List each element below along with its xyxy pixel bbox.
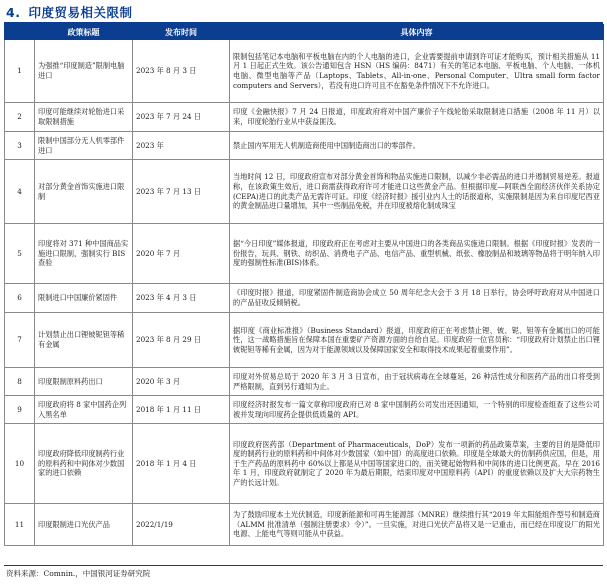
row-date: 2020 年 7 月	[133, 224, 230, 284]
row-number: 3	[5, 132, 35, 160]
row-content: 印度政府医药部（Department of Pharmaceuticals，DoP）发布一项新的药品政策草案，主要的目的是降低印度的制药行业的原料药和中间体对少数国家（如中国）的高度进口依赖。印度是全球最大的仿制药供应国，但是，用于生产药品的原料药中 60%以上都是从中国等国家进口的，而关键起始物料和中间体的进口比例更高。早在 2016 年 1 月，印度政府就制定了 2020 年为最后期限，结束印度对中国原料药（API）的重度依赖以及扩大大宗药物生产的长远计划。	[230, 424, 604, 504]
row-date: 2018 年 1 月 4 日	[133, 424, 230, 504]
row-number: 5	[5, 224, 35, 284]
row-topic: 印度限制原料药出口	[35, 368, 133, 396]
row-topic: 印度政府降低印度制药行业的原料药和中间体对少数国家的进口依赖	[35, 424, 133, 504]
row-number: 2	[5, 103, 35, 132]
table-row	[5, 396, 604, 424]
row-content: 禁止国内军用无人机制造商使用中国制造商出口的零部件。	[230, 132, 604, 160]
row-date: 2023 年 8 月 29 日	[133, 313, 230, 368]
row-number: 8	[5, 368, 35, 396]
row-topic: 对部分黄金首饰实施进口限制	[35, 160, 133, 224]
row-topic: 为强推“印度制造”限制电脑进口	[35, 40, 133, 103]
row-content: 限制包括笔记本电脑和平板电脑在内的个人电脑的进口，企业需要提前申请到许可证才能购买，预计相关措施从 11 月 1 日起正式生效。该公告通知包含 HSN（HS 编码：8471）有关的笔记本电脑、平板电脑、个人电脑、一体机电脑、微型电脑等产品（Laptops、Tablets、All-in-one、Personal Computer、Ultra small form factor computers and Servers），若没有进口许可且不在豁免条件情况下不允许进口。	[230, 40, 604, 103]
row-date: 2022/1/19	[133, 504, 230, 546]
row-content: 印度对外贸易总局于 2020 年 3 月 3 日宣布，由于冠状病毒在全球蔓延，26 种活性成分和医药产品的出口将受到严格限制，直到另行通知为止。	[230, 368, 604, 396]
row-topic: 印度将对 371 种中国商品实施进口限制，强制实行 BIS 查验	[35, 224, 133, 284]
policy-table	[4, 24, 604, 546]
row-content: 据“今日印度”媒体报道，印度政府正在考虑对主要从中国进口的各类商品实施进口限制。根据《印度时报》发表的一份报告，玩具、钢铁、纺织品、消费电子产品、电信产品、重型机械、纸张、橡胶制品和玻璃等物品将于明年纳入印度的强制性标准(BIS)体系。	[230, 224, 604, 284]
table-row	[5, 284, 604, 313]
row-content: 《印度时报》报道，印度紧固件制造商协会成立 50 周年纪念大会于 3 月 18 日举行，协会呼吁政府对从中国进口的产品征收反倾销税。	[230, 284, 604, 313]
row-date: 2023 年 7 月 24 日	[133, 103, 230, 132]
table-row	[5, 132, 604, 160]
header-no	[5, 25, 35, 40]
table-row	[5, 103, 604, 132]
row-number: 6	[5, 284, 35, 313]
table-bottom-rule	[4, 565, 603, 566]
row-content: 当地时间 12 日，印度政府宣布对部分黄金首饰和物品实施进口限制，以减少非必需品的进口并遏制贸易逆差。报道称，在该政策生效后，进口商需获得政府许可才能进口这些黄金产品。但根据印度—阿联酋全面经济伙伴关系协定(CEPA)进口的此类产品无需许可证。印度《经济时报》援引业内人士的话报道称，实施限制是因为来自印度尼西亚的黄金制品进口量增加，其中一些制品免税，并在印度被熔化制成珠宝	[230, 160, 604, 224]
table-row	[5, 424, 604, 504]
header-date: 发布时间	[133, 25, 230, 40]
row-number: 1	[5, 40, 35, 103]
row-content: 印度经济时报发布一篇文章称印度政府已对 8 家中国制药公司发出还因通知，一个特别的印度检查组查了这些公司被并发现向印度药企提供低质量的 API。	[230, 396, 604, 424]
row-topic: 限制进口中国廉价紧固件	[35, 284, 133, 313]
row-number: 9	[5, 396, 35, 424]
table-row	[5, 160, 604, 224]
table-row	[5, 504, 604, 546]
row-date: 2023 年 8 月 3 日	[133, 40, 230, 103]
table-row	[5, 313, 604, 368]
row-number: 11	[5, 504, 35, 546]
row-date: 2023 年 4 月 3 日	[133, 284, 230, 313]
row-date: 2023 年	[133, 132, 230, 160]
row-topic: 印度政府将 8 家中国药企列入黑名单	[35, 396, 133, 424]
row-content: 为了鼓励印度本土光伏制造，印度新能源和可再生能源部（MNRE）继续推行其“2019 年太阳能组件型号和制造商（ALMM 批准清单（强制注册要求）令）”。一旦实施，对进口光伏产品将又是一记重击，而已经在印度设厂的阳光电源、上能电气等则可能从中获益。	[230, 504, 604, 546]
row-number: 10	[5, 424, 35, 504]
header-topic: 政策标题	[35, 25, 133, 40]
row-topic: 印度可能继续对轮胎进口采取限制措施	[35, 103, 133, 132]
row-topic: 限制中国部分无人机零部件进口	[35, 132, 133, 160]
row-date: 2020 年 3 月	[133, 368, 230, 396]
row-content: 据印度《商业标准报》（Business Standard）报道，印度政府正在考虑禁止锂、铍、铌、钽等有金属出口的可能性，这一战略措施旨在保障本国在重要矿产资源方面的自给自足。印度政府一位官员称：“印度政府计划禁止出口锂铍铌钽等稀有金属，因为对于能源领域以及保障国家安全和取得技术成果起着重要作用”。	[230, 313, 604, 368]
row-topic: 计划禁止出口锂铍铌钽等稀有金属	[35, 313, 133, 368]
table-row	[5, 40, 604, 103]
row-topic: 印度限制进口光伏产品	[35, 504, 133, 546]
section-number: 4.	[6, 5, 21, 20]
table-row	[5, 368, 604, 396]
source-note: 资料来源：Comnin.，中国银河证券研究院	[6, 569, 151, 578]
row-number: 4	[5, 160, 35, 224]
section-title: 印度贸易相关限制	[28, 5, 133, 20]
table-header-row	[5, 25, 604, 40]
table-row	[5, 224, 604, 284]
row-date: 2018 年 1 月 11 日	[133, 396, 230, 424]
row-content: 印度《金融快报》7 月 24 日报道，印度政府将对中国产廉价子午线轮胎采取限制进口措施（2008 年 11 月）以来，印度轮胎行业从中获益匪浅。	[230, 103, 604, 132]
row-number: 7	[5, 313, 35, 368]
header-content: 具体内容	[230, 25, 604, 40]
section-heading	[6, 4, 132, 22]
row-date: 2023 年 7 月 13 日	[133, 160, 230, 224]
